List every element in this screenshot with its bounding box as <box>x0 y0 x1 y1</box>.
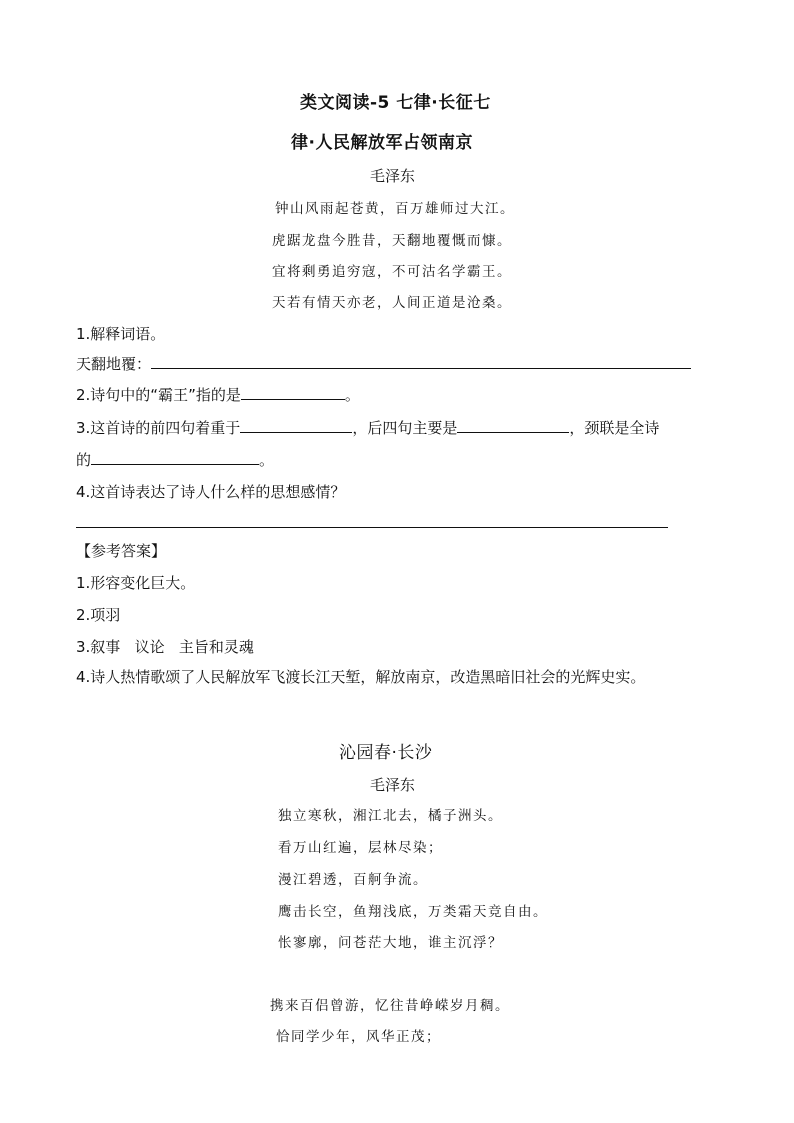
poem1-line: 宜将剩勇追穷寇，不可沽名学霸王。 <box>272 264 512 280</box>
poem2-line: 漫江碧透，百舸争流。 <box>278 872 428 888</box>
answers-heading: 【参考答案】 <box>76 542 167 560</box>
poem2-author: 毛泽东 <box>370 776 416 794</box>
poem1-line: 虎踞龙盘今胜昔，天翻地覆慨而慷。 <box>272 233 512 249</box>
question-1-term <box>76 353 691 374</box>
question-3-text-4: 的 <box>76 451 92 469</box>
question-3-text-1: 3.这首诗的前四句着重于 <box>76 419 241 437</box>
question-1: 1.解释词语。 <box>76 325 166 343</box>
question-3-text-3: ，颈联是全诗 <box>569 419 660 437</box>
poem2-line: 鹰击长空，鱼翔浅底，万类霜天竞自由。 <box>278 904 548 920</box>
question-2-end: 。 <box>344 386 360 404</box>
answer-3: 3.叙事 议论 主旨和灵魂 <box>76 638 254 656</box>
question-4: 4.这首诗表达了诗人什么样的思想感情？ <box>76 483 346 501</box>
question-3-continued <box>76 449 274 470</box>
poem1-author: 毛泽东 <box>370 167 416 185</box>
answer-blank[interactable] <box>91 450 259 465</box>
poem2-line: 恰同学少年，风华正茂； <box>276 1029 441 1045</box>
question-3-text-5: 。 <box>259 451 275 469</box>
answer-1: 1.形容变化巨大。 <box>76 574 196 592</box>
poem2-line: 携来百侣曾游，忆往昔峥嵘岁月稠。 <box>270 998 510 1014</box>
question-2-text: 2.诗句中的“霸王”指的是 <box>76 386 241 404</box>
question-3-text-2: ，后四句主要是 <box>352 419 458 437</box>
answer-4: 4.诗人热情歌颂了人民解放军飞渡长江天堑，解放南京，改造黑暗旧社会的光辉史实。 <box>76 668 646 686</box>
poem1-line: 天若有情天亦老，人间正道是沧桑。 <box>272 295 512 311</box>
answer-blank[interactable] <box>151 354 691 369</box>
question-1-term-label: 天翻地覆： <box>76 355 152 373</box>
poem2-line: 怅寥廓，问苍茫大地，谁主沉浮？ <box>278 935 503 951</box>
question-3 <box>76 417 659 438</box>
answer-line[interactable] <box>76 527 668 528</box>
poem2-title: 沁园春·长沙 <box>339 743 433 763</box>
poem2-line: 看万山红遍，层林尽染； <box>278 840 443 856</box>
answer-blank[interactable] <box>241 385 345 400</box>
document-title-line-2: 律·人民解放军占领南京 <box>291 133 473 153</box>
answer-2: 2.项羽 <box>76 606 121 624</box>
answer-blank[interactable] <box>457 418 569 433</box>
poem1-line: 钟山风雨起苍黄，百万雄师过大江。 <box>275 201 515 217</box>
question-2 <box>76 384 360 405</box>
document-title-line-1: 类文阅读-5 七律·长征七 <box>300 93 491 113</box>
poem2-line: 独立寒秋，湘江北去，橘子洲头。 <box>278 808 503 824</box>
answer-blank[interactable] <box>240 418 352 433</box>
